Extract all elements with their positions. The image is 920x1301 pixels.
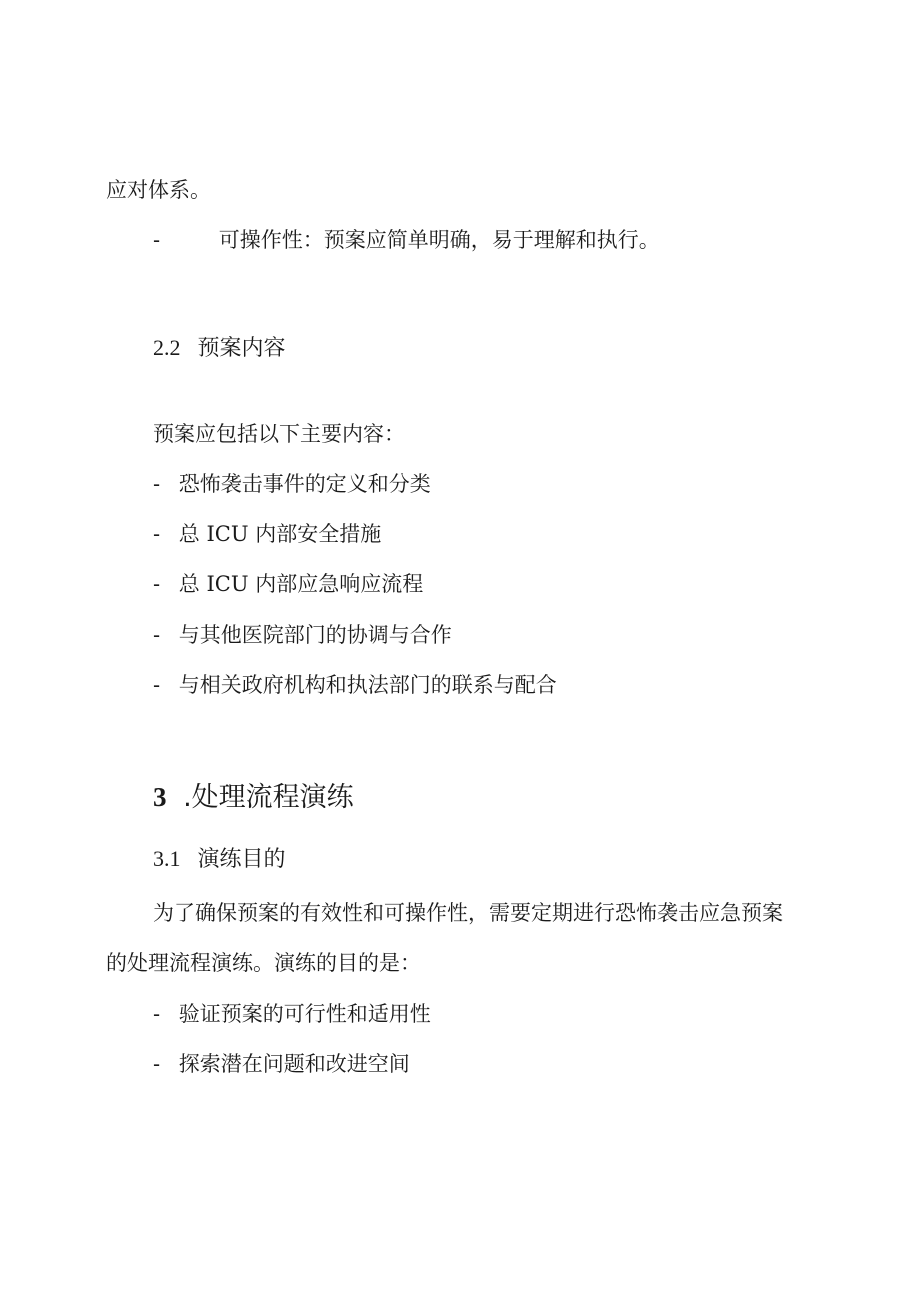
list-item	[153, 570, 423, 598]
list-dash: -	[153, 472, 161, 496]
list-item-text: 验证预案的可行性和适用性	[178, 1002, 431, 1026]
section-3-heading	[153, 780, 354, 815]
operability-item	[153, 226, 660, 254]
section-3-1-heading	[153, 845, 286, 874]
section-2-2-heading	[153, 334, 286, 363]
list-item	[153, 470, 431, 498]
list-dash: -	[153, 228, 161, 252]
list-dash: -	[153, 572, 161, 596]
list-item	[153, 520, 381, 548]
purpose-paragraph-line1: 为了确保预案的有效性和可操作性，需要定期进行恐怖袭击应急预案	[153, 901, 783, 925]
operability-text: 可操作性：预案应简单明确，易于理解和执行。	[218, 228, 660, 252]
list-item-text: 与其他医院部门的协调与合作	[178, 623, 452, 647]
list-dash: -	[153, 522, 161, 546]
contents-intro: 预案应包括以下主要内容：	[153, 422, 405, 446]
list-item-text: 与相关政府机构和执法部门的联系与配合	[178, 673, 557, 697]
section-title: .处理流程演练	[183, 782, 354, 813]
section-title: 预案内容	[197, 336, 286, 361]
section-title: 演练目的	[197, 847, 286, 872]
list-item-text: 总 ICU 内部安全措施	[178, 522, 382, 546]
list-dash: -	[153, 673, 161, 697]
continuation-text: 应对体系。	[106, 178, 211, 202]
section-number: 3.1	[153, 846, 181, 871]
list-item-text: 探索潜在问题和改进空间	[178, 1052, 410, 1076]
list-item-text: 总 ICU 内部应急响应流程	[178, 572, 424, 596]
list-dash: -	[153, 1002, 161, 1026]
purpose-paragraph-line2: 的处理流程演练。演练的目的是：	[106, 951, 421, 975]
list-dash: -	[153, 623, 161, 647]
list-item	[153, 1000, 431, 1028]
list-dash: -	[153, 1052, 161, 1076]
section-number: 2.2	[153, 335, 181, 360]
list-item-text: 恐怖袭击事件的定义和分类	[178, 472, 431, 496]
list-item	[153, 621, 452, 649]
section-number: 3	[153, 782, 167, 812]
list-item	[153, 671, 557, 699]
list-item	[153, 1050, 410, 1078]
